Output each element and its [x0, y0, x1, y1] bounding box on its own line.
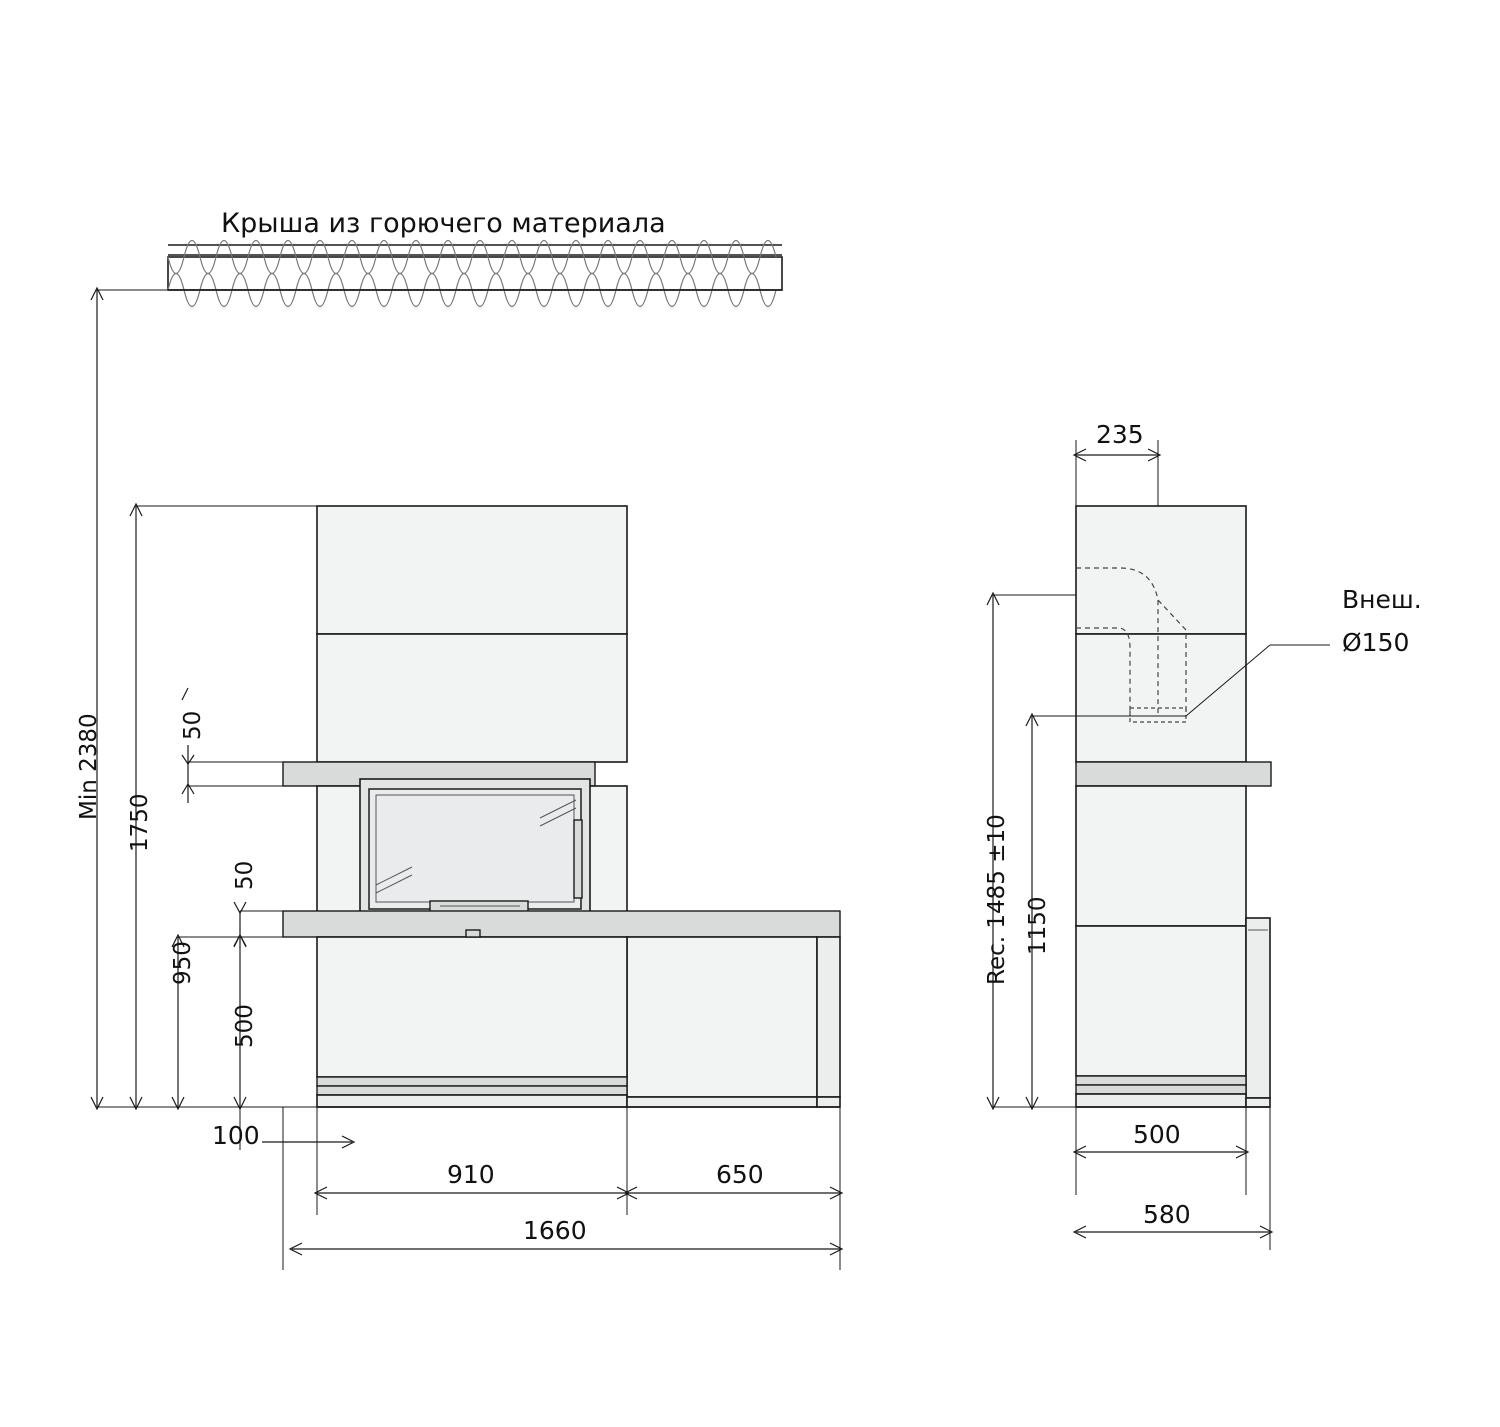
- roof-note-label: Крыша из горючего материала: [221, 208, 666, 239]
- side-view: [1040, 506, 1330, 1107]
- dim-1150: 1150: [1025, 896, 1051, 955]
- dim-235: 235: [1096, 420, 1144, 449]
- dim-650: 650: [716, 1160, 764, 1189]
- dim-950: 950: [170, 941, 196, 985]
- front-view: [283, 506, 840, 1107]
- dim-100: 100: [212, 1121, 260, 1150]
- dim-rec-1485: Rec. 1485 ±10: [984, 814, 1010, 985]
- dim-min-2380: Min 2380: [76, 713, 102, 820]
- dim-mid-50: 50: [232, 860, 258, 890]
- dim-1750: 1750: [127, 793, 153, 852]
- dim-500-depth: 500: [1133, 1120, 1181, 1149]
- dim-500: 500: [232, 1004, 258, 1048]
- dim-1660: 1660: [523, 1216, 587, 1245]
- dim-top-50: 50: [180, 710, 206, 740]
- roof-assembly: [168, 241, 782, 307]
- dim-580-depth: 580: [1143, 1200, 1191, 1229]
- dim-910: 910: [447, 1160, 495, 1189]
- outlet-diameter-label: Ø150: [1342, 628, 1410, 657]
- outlet-label: Внеш.: [1342, 585, 1422, 614]
